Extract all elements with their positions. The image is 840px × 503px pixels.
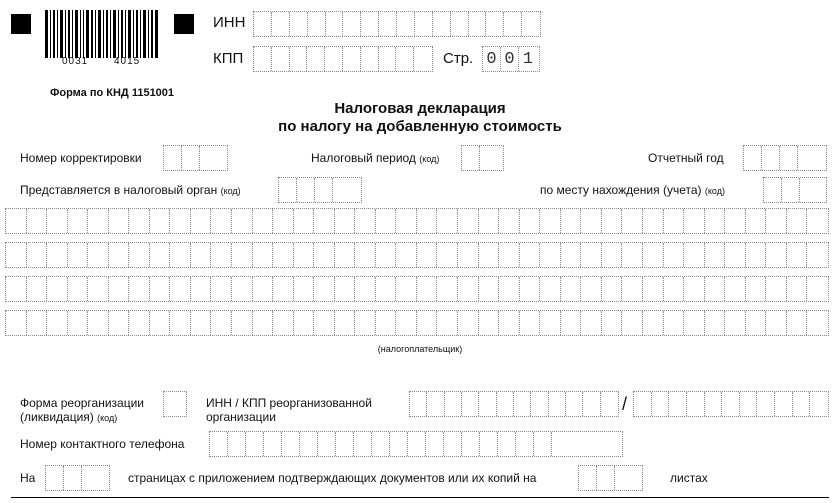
taxpayer-name-cell[interactable] <box>705 311 726 335</box>
reorg-inn-kpp-label-line-2: организации <box>206 410 276 424</box>
taxpayer-name-cell[interactable] <box>725 243 746 267</box>
taxpayer-name-cell[interactable] <box>437 209 458 233</box>
taxpayer-name-cell[interactable] <box>725 311 746 335</box>
taxpayer-name-cell[interactable] <box>437 277 458 301</box>
taxpayer-name-cell[interactable] <box>211 311 232 335</box>
taxpayer-name-cell[interactable] <box>540 209 561 233</box>
taxpayer-name-cell[interactable] <box>314 277 335 301</box>
taxpayer-name-cell[interactable] <box>68 209 89 233</box>
taxpayer-name-cell[interactable] <box>170 209 191 233</box>
taxpayer-name-cell[interactable] <box>47 209 68 233</box>
taxpayer-name-cell[interactable] <box>787 277 808 301</box>
taxpayer-name-cell[interactable] <box>664 209 685 233</box>
pages-prefix: На <box>20 471 36 485</box>
taxpayer-name-cell[interactable] <box>253 209 274 233</box>
taxpayer-name-cell[interactable] <box>622 311 643 335</box>
declaration-title <box>250 100 590 136</box>
kpp-label: КПП <box>213 50 244 67</box>
taxpayer-name-cell[interactable] <box>232 243 253 267</box>
taxpayer-name-cell[interactable] <box>479 277 500 301</box>
reporting-year-label: Отчетный год <box>648 151 724 165</box>
taxpayer-name-cell[interactable] <box>88 209 109 233</box>
barcode-number-left: 0031 <box>62 56 89 67</box>
page-number-field[interactable] <box>482 46 540 72</box>
taxpayer-name-cell[interactable] <box>314 311 335 335</box>
reorg-inn-field[interactable] <box>409 391 619 417</box>
taxpayer-name-cell[interactable] <box>170 243 191 267</box>
taxpayer-name-cell[interactable] <box>253 243 274 267</box>
taxpayer-name-cell[interactable] <box>746 277 767 301</box>
correction-number-label: Номер корректировки <box>20 151 142 165</box>
taxpayer-name-cell[interactable] <box>417 243 438 267</box>
taxpayer-name-cell[interactable] <box>540 311 561 335</box>
taxpayer-name-cell[interactable] <box>376 277 397 301</box>
registration-mark-left <box>11 14 31 34</box>
reorg-form-label-line-2: (ликвидация) <box>20 410 94 424</box>
tax-period-field[interactable] <box>461 145 504 171</box>
taxpayer-name-cell[interactable] <box>458 311 479 335</box>
taxpayer-name-cell[interactable] <box>232 311 253 335</box>
taxpayer-name-cell[interactable] <box>458 277 479 301</box>
taxpayer-name-cell[interactable] <box>705 209 726 233</box>
taxpayer-name-cell[interactable] <box>396 209 417 233</box>
taxpayer-name-cell[interactable] <box>232 277 253 301</box>
taxpayer-name-cell[interactable] <box>376 243 397 267</box>
taxpayer-name-cell[interactable] <box>725 209 746 233</box>
page-digit-2: 0 <box>501 47 519 71</box>
taxpayer-name-cell[interactable] <box>643 243 664 267</box>
taxpayer-name-cell[interactable] <box>766 243 787 267</box>
taxpayer-name-cell[interactable] <box>684 311 705 335</box>
taxpayer-name-cell[interactable] <box>376 209 397 233</box>
taxpayer-name-cell[interactable] <box>437 311 458 335</box>
taxpayer-name-row[interactable] <box>5 208 829 234</box>
taxpayer-name-cell[interactable] <box>273 209 294 233</box>
taxpayer-name-cell[interactable] <box>725 277 746 301</box>
attachment-sheets-field[interactable] <box>578 465 643 491</box>
reporting-year-field[interactable] <box>743 145 827 171</box>
reorg-inn-kpp-label-line-1: ИНН / КПП реорганизованной <box>206 396 372 410</box>
taxpayer-name-cell[interactable] <box>417 311 438 335</box>
taxpayer-name-cell[interactable] <box>355 209 376 233</box>
taxpayer-name-cell[interactable] <box>191 243 212 267</box>
taxpayer-name-cell[interactable] <box>684 209 705 233</box>
taxpayer-name-cell[interactable] <box>109 277 130 301</box>
tax-period-label-text: Налоговый период <box>311 151 416 165</box>
taxpayer-name-cell[interactable] <box>499 277 520 301</box>
barcode-image <box>45 10 160 58</box>
taxpayer-name-cell[interactable] <box>355 243 376 267</box>
taxpayer-name-cell[interactable] <box>561 277 582 301</box>
taxpayer-name-cell[interactable] <box>602 243 623 267</box>
taxpayer-name-cell[interactable] <box>27 311 48 335</box>
taxpayer-name-cell[interactable] <box>479 209 500 233</box>
location-code-field[interactable] <box>763 177 827 203</box>
taxpayer-name-cell[interactable] <box>684 277 705 301</box>
bottom-divider <box>11 497 829 498</box>
taxpayer-name-cell[interactable] <box>170 311 191 335</box>
taxpayer-name-cell[interactable] <box>27 243 48 267</box>
taxpayer-name-cell[interactable] <box>109 311 130 335</box>
taxpayer-name-cell[interactable] <box>705 243 726 267</box>
taxpayer-name-cell[interactable] <box>376 311 397 335</box>
taxpayer-name-cell[interactable] <box>150 243 171 267</box>
taxpayer-name-cell[interactable] <box>520 311 541 335</box>
pages-suffix: листах <box>670 471 708 485</box>
reorg-form-label-line-1: Форма реорганизации <box>20 396 144 410</box>
taxpayer-name-cell[interactable] <box>787 209 808 233</box>
taxpayer-name-cell[interactable] <box>581 311 602 335</box>
taxpayer-name-cell[interactable] <box>643 209 664 233</box>
taxpayer-name-cell[interactable] <box>807 209 828 233</box>
taxpayer-name-cell[interactable] <box>47 311 68 335</box>
taxpayer-name-cell[interactable] <box>602 277 623 301</box>
inn-field[interactable] <box>253 11 541 37</box>
taxpayer-name-cell[interactable] <box>88 311 109 335</box>
form-code: Форма по КНД 1151001 <box>50 87 175 99</box>
taxpayer-name-cell[interactable] <box>581 209 602 233</box>
taxpayer-name-cell[interactable] <box>602 209 623 233</box>
taxpayer-name-cell[interactable] <box>6 277 27 301</box>
taxpayer-name-cell[interactable] <box>47 243 68 267</box>
taxpayer-name-cell[interactable] <box>561 209 582 233</box>
taxpayer-name-cell[interactable] <box>787 243 808 267</box>
taxpayer-name-cell[interactable] <box>479 311 500 335</box>
taxpayer-name-cell[interactable] <box>294 243 315 267</box>
tax-authority-label <box>20 183 241 197</box>
taxpayer-name-cell[interactable] <box>520 277 541 301</box>
taxpayer-name-cell[interactable] <box>335 243 356 267</box>
taxpayer-name-cell[interactable] <box>807 311 828 335</box>
reorg-form-label <box>20 396 144 425</box>
taxpayer-name-cell[interactable] <box>499 209 520 233</box>
taxpayer-name-cell[interactable] <box>27 277 48 301</box>
taxpayer-name-cell[interactable] <box>643 311 664 335</box>
tax-period-label <box>311 151 439 165</box>
taxpayer-name-cell[interactable] <box>335 311 356 335</box>
taxpayer-name-cell[interactable] <box>6 209 27 233</box>
taxpayer-name-cell[interactable] <box>561 243 582 267</box>
taxpayer-name-cell[interactable] <box>150 209 171 233</box>
page-digit-3: 1 <box>522 49 534 69</box>
taxpayer-name-cell[interactable] <box>232 209 253 233</box>
taxpayer-name-cell[interactable] <box>664 277 685 301</box>
taxpayer-name-cell[interactable] <box>684 243 705 267</box>
taxpayer-name-row[interactable] <box>5 276 829 302</box>
taxpayer-name-cell[interactable] <box>643 277 664 301</box>
taxpayer-name-cell[interactable] <box>622 209 643 233</box>
correction-number-field[interactable] <box>163 145 228 171</box>
location-label <box>540 183 725 197</box>
taxpayer-name-cell[interactable] <box>396 311 417 335</box>
taxpayer-name-cell[interactable] <box>664 243 685 267</box>
taxpayer-name-cell[interactable] <box>68 311 89 335</box>
taxpayer-name-cell[interactable] <box>807 277 828 301</box>
taxpayer-name-cell[interactable] <box>520 209 541 233</box>
taxpayer-name-cell[interactable] <box>561 311 582 335</box>
taxpayer-name-row[interactable] <box>5 310 829 336</box>
taxpayer-name-cell[interactable] <box>746 209 767 233</box>
taxpayer-name-cell[interactable] <box>68 243 89 267</box>
phone-field[interactable] <box>209 431 623 457</box>
taxpayer-name-cell[interactable] <box>191 311 212 335</box>
taxpayer-name-cell[interactable] <box>129 277 150 301</box>
taxpayer-name-cell[interactable] <box>150 277 171 301</box>
taxpayer-name-cell[interactable] <box>129 243 150 267</box>
taxpayer-name-cell[interactable] <box>766 209 787 233</box>
taxpayer-name-cell[interactable] <box>170 277 191 301</box>
taxpayer-name-row[interactable] <box>5 242 829 268</box>
taxpayer-name-cell[interactable] <box>150 311 171 335</box>
tax-authority-field[interactable] <box>278 177 362 203</box>
taxpayer-name-cell[interactable] <box>417 209 438 233</box>
taxpayer-name-cell[interactable] <box>27 209 48 233</box>
taxpayer-name-cell[interactable] <box>314 209 335 233</box>
reorg-form-code-hint: (код) <box>97 413 118 423</box>
taxpayer-name-cell[interactable] <box>6 311 27 335</box>
taxpayer-name-cell[interactable] <box>191 277 212 301</box>
taxpayer-name-cell[interactable] <box>211 209 232 233</box>
taxpayer-name-cell[interactable] <box>253 277 274 301</box>
taxpayer-name-cell[interactable] <box>499 243 520 267</box>
taxpayer-name-cell[interactable] <box>6 243 27 267</box>
phone-label: Номер контактного телефона <box>20 437 185 451</box>
taxpayer-name-cell[interactable] <box>335 277 356 301</box>
taxpayer-name-cell[interactable] <box>520 243 541 267</box>
taxpayer-name-cell[interactable] <box>396 243 417 267</box>
taxpayer-name-cell[interactable] <box>129 209 150 233</box>
taxpayer-name-cell[interactable] <box>129 311 150 335</box>
taxpayer-name-cell[interactable] <box>109 209 130 233</box>
reorg-inn-kpp-label <box>206 396 372 424</box>
taxpayer-name-cell[interactable] <box>294 277 315 301</box>
location-label-text: по месту нахождения (учета) <box>540 183 702 197</box>
taxpayer-name-cell[interactable] <box>664 311 685 335</box>
taxpayer-name-cell[interactable] <box>787 311 808 335</box>
tax-authority-code-hint: (код) <box>220 186 241 196</box>
taxpayer-name-cell[interactable] <box>68 277 89 301</box>
taxpayer-name-cell[interactable] <box>253 311 274 335</box>
taxpayer-name-cell[interactable] <box>47 277 68 301</box>
taxpayer-name-cell[interactable] <box>109 243 130 267</box>
taxpayer-name-cell[interactable] <box>540 277 561 301</box>
taxpayer-name-cell[interactable] <box>602 311 623 335</box>
reorg-kpp-field[interactable] <box>633 391 829 417</box>
taxpayer-name-cell[interactable] <box>294 209 315 233</box>
taxpayer-name-cell[interactable] <box>355 311 376 335</box>
page-label: Стр. <box>443 50 474 67</box>
taxpayer-name-cell[interactable] <box>766 311 787 335</box>
taxpayer-name-cell[interactable] <box>335 209 356 233</box>
taxpayer-name-cell[interactable] <box>211 243 232 267</box>
location-code-hint: (код) <box>704 186 725 196</box>
page-digit-1: 0 <box>483 47 501 71</box>
reorg-form-field[interactable] <box>163 391 187 417</box>
taxpayer-caption: (налогоплательщик) <box>377 344 463 354</box>
taxpayer-name-cell[interactable] <box>540 243 561 267</box>
barcode-number-right: 4015 <box>114 56 141 67</box>
taxpayer-name-cell[interactable] <box>88 243 109 267</box>
taxpayer-name-cell[interactable] <box>807 243 828 267</box>
taxpayer-name-cell[interactable] <box>396 277 417 301</box>
taxpayer-name-cell[interactable] <box>88 277 109 301</box>
taxpayer-name-cell[interactable] <box>273 243 294 267</box>
taxpayer-name-cell[interactable] <box>622 277 643 301</box>
taxpayer-name-cell[interactable] <box>581 277 602 301</box>
reorg-slash: / <box>622 394 628 414</box>
tax-period-code-hint: (код) <box>419 154 440 164</box>
taxpayer-name-cell[interactable] <box>355 277 376 301</box>
title-line-1: Налоговая декларация <box>334 100 506 117</box>
kpp-field[interactable] <box>253 46 433 72</box>
inn-label: ИНН <box>213 14 246 31</box>
taxpayer-name-cell[interactable] <box>314 243 335 267</box>
taxpayer-name-cell[interactable] <box>479 243 500 267</box>
taxpayer-name-cell[interactable] <box>705 277 726 301</box>
registration-mark-right <box>174 14 194 34</box>
taxpayer-name-cell[interactable] <box>581 243 602 267</box>
tax-authority-label-text: Представляется в налоговый орган <box>20 183 218 197</box>
taxpayer-name-cell[interactable] <box>191 209 212 233</box>
taxpayer-name-cell[interactable] <box>499 311 520 335</box>
taxpayer-name-cell[interactable] <box>273 311 294 335</box>
taxpayer-name-cell[interactable] <box>622 243 643 267</box>
taxpayer-name-cell[interactable] <box>458 243 479 267</box>
taxpayer-name-cell[interactable] <box>746 243 767 267</box>
taxpayer-name-cell[interactable] <box>746 311 767 335</box>
title-line-2: по налогу на добавленную стоимость <box>278 118 562 135</box>
pages-count-field[interactable] <box>45 465 110 491</box>
taxpayer-name-cell[interactable] <box>294 311 315 335</box>
taxpayer-name-cell[interactable] <box>458 209 479 233</box>
taxpayer-name-cell[interactable] <box>211 277 232 301</box>
taxpayer-name-cell[interactable] <box>437 243 458 267</box>
taxpayer-name-cell[interactable] <box>766 277 787 301</box>
taxpayer-name-cell[interactable] <box>417 277 438 301</box>
taxpayer-name-cell[interactable] <box>273 277 294 301</box>
pages-middle-text: страницах с приложением подтверждающих документов или их копий на <box>128 471 537 485</box>
